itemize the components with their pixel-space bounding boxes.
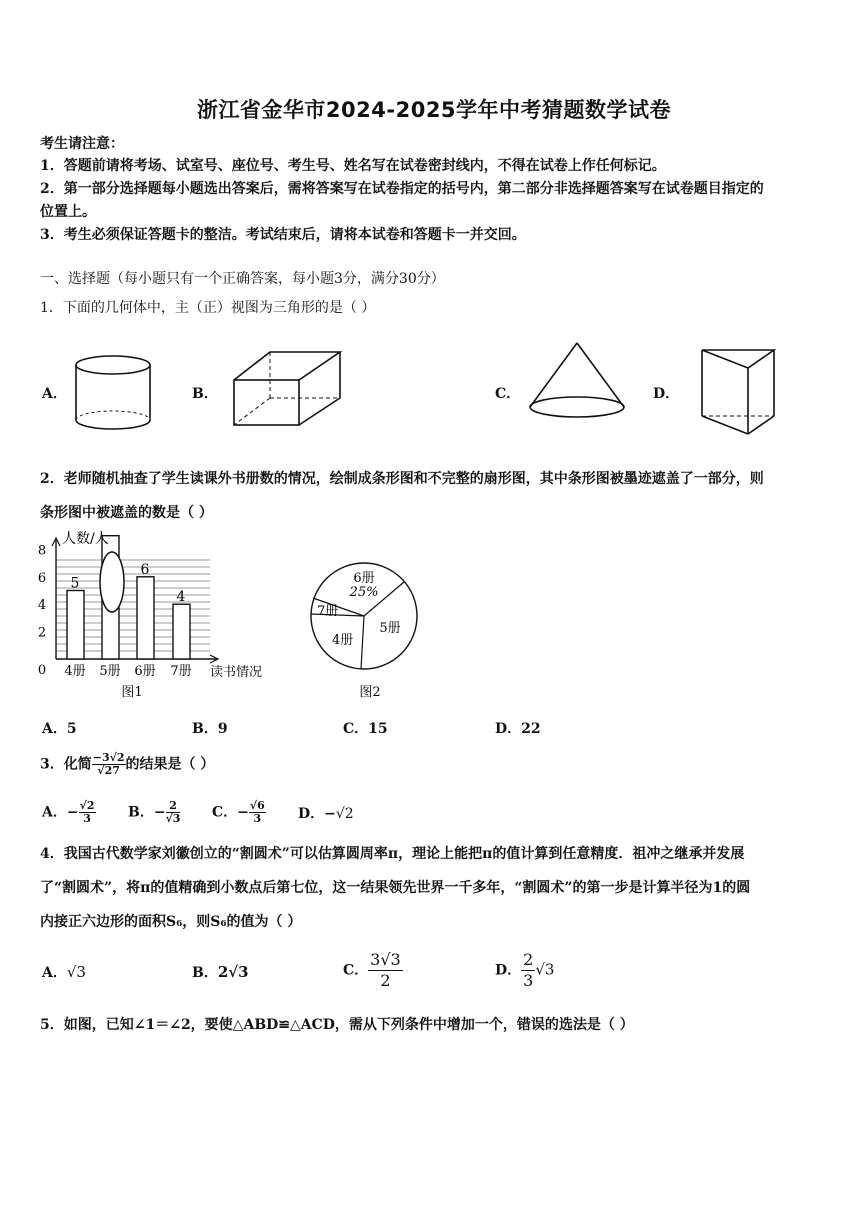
q2-option-c: C．15	[343, 721, 388, 737]
bar	[173, 604, 190, 659]
q4-stem-line2: 了“割圆术”，将π的值精确到小数点后第七位，这一结果领先世界一千多年，“割圆术”的第一步是计算半径为1的圆	[40, 880, 751, 896]
q1-option-c-label: C．	[495, 386, 521, 402]
q3-option-a: A．− $\frac{√2}{3}$	[42, 799, 95, 825]
q3-option-c: C．− $\frac{√6}{3}$	[212, 799, 265, 825]
y-tick-label: 2	[37, 625, 47, 641]
x-tick-label: 6册	[134, 664, 156, 679]
cuboid-figure	[228, 348, 348, 433]
y-tick-label: 6	[37, 570, 47, 586]
cylinder-figure	[70, 350, 160, 435]
pie-label-6: 6册	[353, 571, 375, 586]
bar-chart-xlabel: 读书情况	[210, 665, 263, 680]
bar-value-label: 4	[176, 589, 186, 606]
q4-option-a: A．√3	[42, 963, 86, 981]
pie-chart	[300, 558, 430, 704]
q1-stem: 1．下面的几何体中，主（正）视图为三角形的是（ ）	[40, 300, 376, 316]
bar	[137, 577, 154, 659]
page-title: 浙江省金华市2024-2025学年中考猜题数学试卷	[196, 98, 672, 122]
pie-chart-caption: 图2	[359, 685, 381, 700]
pie-label-4: 4册	[332, 633, 354, 648]
pie-divider	[361, 616, 364, 669]
x-tick-label: 7册	[170, 664, 192, 679]
q3-stem-fraction: $\frac{-3√2}{√27}$	[92, 751, 125, 777]
q1-option-d-label: D．	[653, 386, 680, 402]
x-tick-label: 4册	[64, 664, 86, 679]
q2-stem-line1: 2．老师随机抽查了学生读课外书册数的情况，绘制成条形图和不完整的扇形图，其中条形图被墨迹遮盖了一部分，则	[40, 471, 764, 487]
notice-item-2-cont: 位置上。	[40, 204, 96, 220]
q4-stem-line1: 4．我国古代数学家刘徽创立的“割圆术”可以估算圆周率π，理论上能把π的值计算到任意精度．祖冲之继承并发展	[40, 846, 745, 862]
y-tick-label: 4	[37, 598, 47, 614]
y-tick-label: 0	[37, 663, 47, 678]
q3-option-b: B．− $\frac{2}{√3}$	[128, 799, 181, 825]
q4-option-b: B．2√3	[192, 963, 249, 981]
q3-option-d: D．−√2	[298, 806, 354, 822]
q1-option-a-label: A．	[42, 386, 67, 402]
notice-item-3: 3．考生必须保证答题卡的整洁。考试结束后，请将本试卷和答题卡一并交回。	[40, 227, 526, 243]
pie-label-5: 5册	[379, 621, 401, 636]
bar-value-label: 5	[70, 575, 80, 592]
y-tick-label: 8	[37, 543, 47, 559]
notice-item-2: 2．第一部分选择题每小题选出答案后，需将答案写在试卷指定的括号内，第二部分非选择题答案写在试卷题目指定的	[40, 181, 764, 197]
section-heading: 一、选择题（每小题只有一个正确答案，每小题3分，满分30分）	[40, 271, 445, 287]
notice-heading: 考生请注意：	[40, 136, 124, 152]
notice-item-1: 1．答题前请将考场、试室号、座位号、考生号、姓名写在试卷密封线内，不得在试卷上作任何标记。	[40, 158, 666, 174]
q4-option-d: D． $\frac{2}{3}√3$	[495, 950, 555, 990]
bar-chart-caption: 图1	[121, 685, 143, 700]
bar-value-label: 6	[140, 561, 150, 578]
q1-option-b-label: B．	[192, 386, 218, 402]
cone-figure	[526, 340, 628, 422]
triangular-prism-figure	[696, 344, 780, 439]
bar	[67, 591, 84, 660]
q3-stem: 3．化简 $\frac{-3√2}{√27}$ 的结果是（ ）	[40, 751, 215, 777]
q2-option-b: B．9	[192, 721, 228, 737]
q2-option-d: D．22	[495, 721, 541, 737]
ink-blot-cover	[100, 552, 124, 612]
q4-option-c: C． $\frac{3√3}{2}$	[343, 950, 401, 990]
q5-stem: 5．如图，已知∠1＝∠2，要使△ABD≌△ACD，需从下列条件中增加一个，错误的选法是（ ）	[40, 1017, 634, 1033]
bar-chart-ylabel: 人数/人	[62, 531, 109, 547]
bar-chart	[30, 528, 280, 706]
pie-label-7: 7册	[317, 604, 339, 619]
pie-label-percent: 25%	[349, 585, 379, 600]
q2-option-a: A．5	[42, 721, 77, 737]
x-tick-label: 5册	[99, 664, 121, 679]
q2-stem-line2: 条形图中被遮盖的数是（ ）	[40, 505, 213, 521]
q4-stem-line3: 内接正六边形的面积S₆，则S₆的值为（ ）	[40, 914, 302, 930]
